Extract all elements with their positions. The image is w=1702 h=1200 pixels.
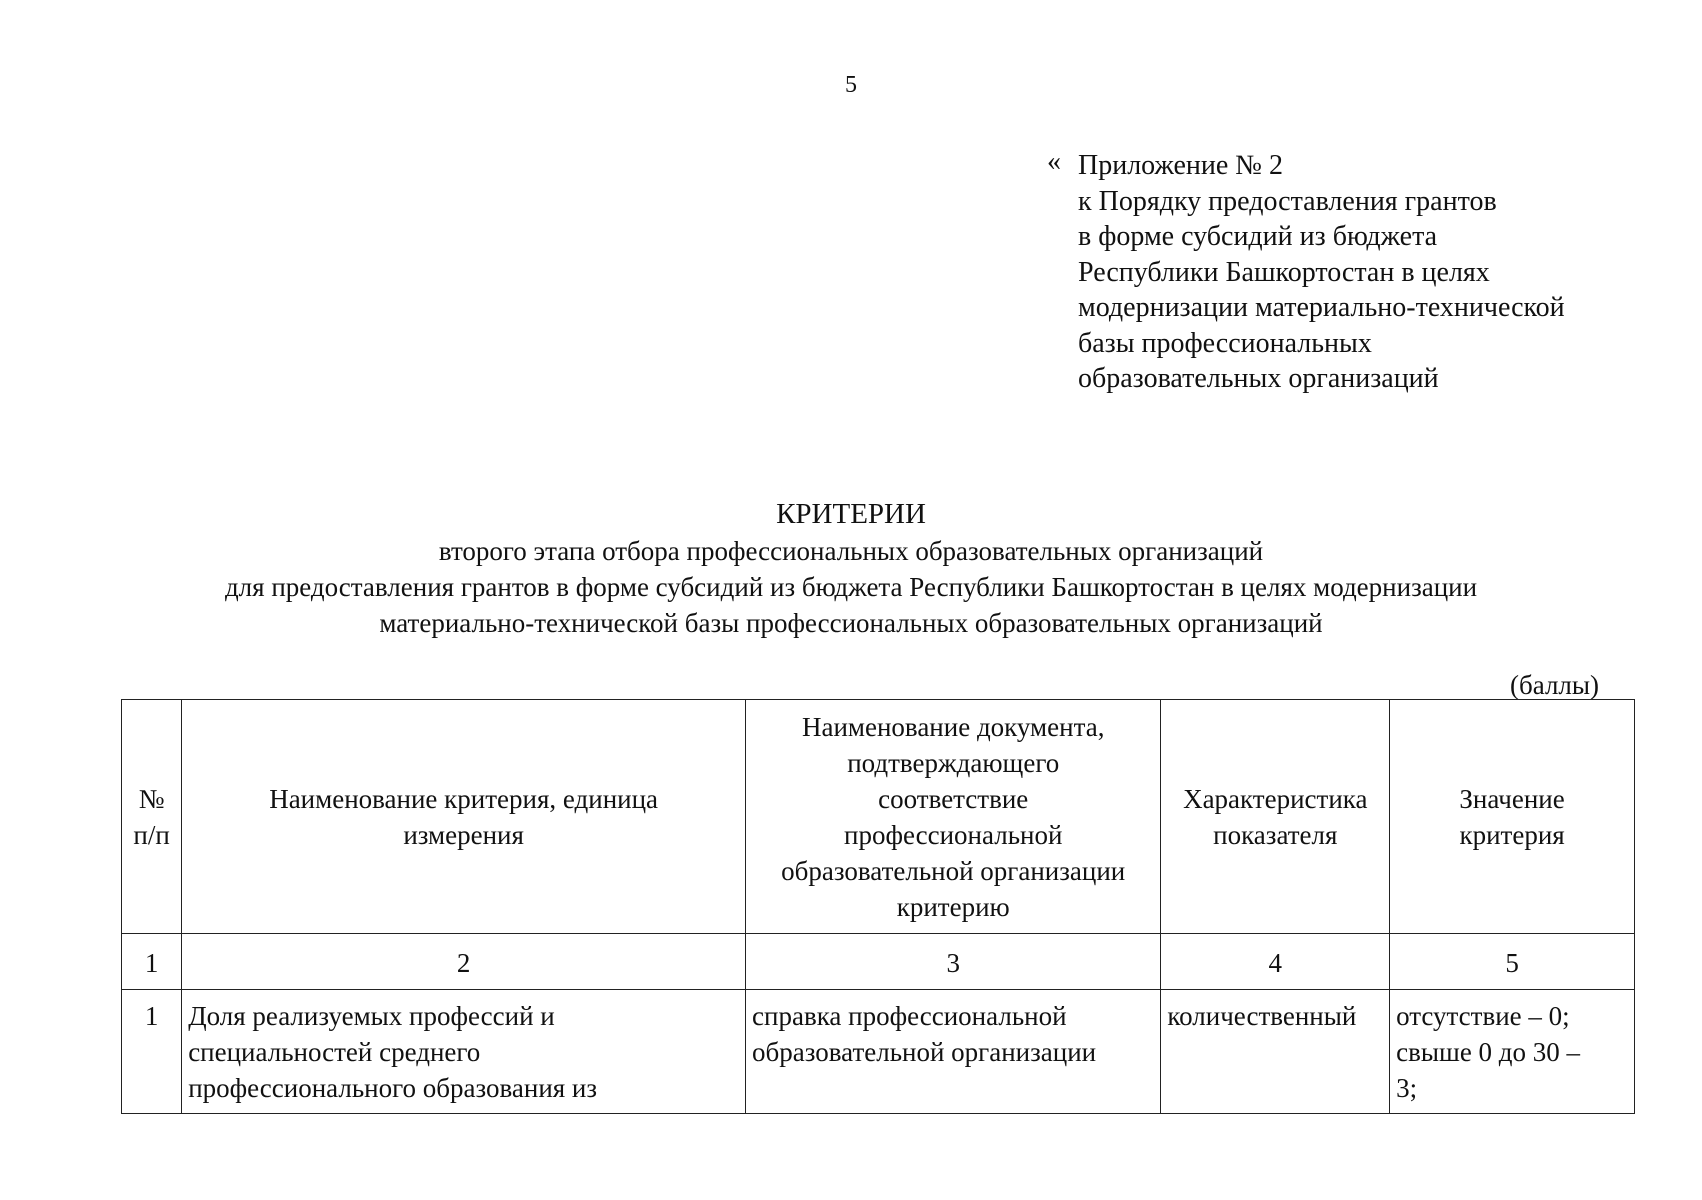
- subtitle-line: материально-технической базы профессиональных образовательных организаций: [379, 608, 1323, 638]
- document-cell: [746, 990, 1161, 1114]
- characteristic-cell: количественный: [1161, 990, 1390, 1114]
- value-cell: [1390, 990, 1635, 1114]
- header-line: Характеристика: [1183, 783, 1368, 814]
- annex-line: образовательных организаций: [1078, 363, 1439, 394]
- header-line: Значение: [1459, 783, 1565, 814]
- header-line: измерения: [403, 819, 524, 850]
- cell-line: Доля реализуемых профессий и: [188, 1001, 555, 1031]
- column-number-cell: 4: [1161, 934, 1390, 990]
- row-number-cell: 1: [122, 990, 182, 1114]
- cell-line: 3;: [1396, 1073, 1418, 1103]
- annex-line: базы профессиональных: [1078, 327, 1372, 359]
- cell-line: справка профессиональной: [752, 1001, 1067, 1031]
- cell-line: образовательной организации: [752, 1037, 1097, 1067]
- annex-header: [1047, 146, 1565, 397]
- column-number-cell: 2: [182, 934, 746, 990]
- table-header-row: [122, 700, 1635, 934]
- annex-line: Приложение № 2: [1078, 150, 1283, 181]
- cell-line: профессионального образования из: [188, 1073, 598, 1103]
- header-cell-characteristic: [1161, 700, 1390, 934]
- cell-line: свыше 0 до 30 –: [1396, 1037, 1581, 1067]
- header-cell-value: [1390, 700, 1635, 934]
- subtitle-line: второго этапа отбора профессиональных образовательных организаций: [438, 536, 1264, 566]
- subtitle-line: для предоставления грантов в форме субсидий из бюджета Республики Башкортостан в целях модернизации: [224, 572, 1478, 602]
- annex-line: в форме субсидий из бюджета: [1078, 221, 1438, 252]
- header-line: подтверждающего: [847, 747, 1060, 778]
- header-line: критерию: [896, 891, 1010, 922]
- annex-line: к Порядку предоставления грантов: [1078, 185, 1497, 217]
- header-cell-number: [122, 700, 182, 934]
- header-line: критерия: [1459, 819, 1565, 850]
- column-number-cell: 1: [122, 934, 182, 990]
- column-number-cell: 3: [746, 934, 1161, 990]
- table-row: [122, 990, 1635, 1114]
- header-line: п/п: [133, 819, 170, 850]
- document-title: КРИТЕРИИ: [776, 498, 926, 530]
- header-cell-document: [746, 700, 1161, 934]
- header-line: показателя: [1213, 819, 1338, 850]
- units-label: (баллы): [1510, 670, 1600, 700]
- column-number-cell: 5: [1390, 934, 1635, 990]
- opening-quote-mark: «: [1047, 146, 1061, 177]
- header-line: Наименование критерия, единица: [269, 783, 659, 814]
- header-line: Наименование документа,: [801, 711, 1105, 742]
- header-line: соответствие: [878, 783, 1029, 814]
- header-cell-criterion: [182, 700, 746, 934]
- document-subtitle: [0, 533, 1702, 641]
- header-line: образовательной организации: [781, 855, 1126, 886]
- page-number: 5: [845, 72, 857, 98]
- cell-line: отсутствие – 0;: [1396, 1001, 1570, 1031]
- header-line: профессиональной: [844, 819, 1063, 850]
- annex-line: модернизации материально-технической: [1078, 292, 1565, 323]
- criteria-table: [121, 699, 1635, 1114]
- header-line: №: [138, 783, 165, 814]
- cell-line: специальностей среднего: [188, 1037, 481, 1067]
- column-number-row: [122, 934, 1635, 990]
- criterion-cell: [182, 990, 746, 1114]
- annex-line: Республики Башкортостан в целях: [1078, 256, 1490, 288]
